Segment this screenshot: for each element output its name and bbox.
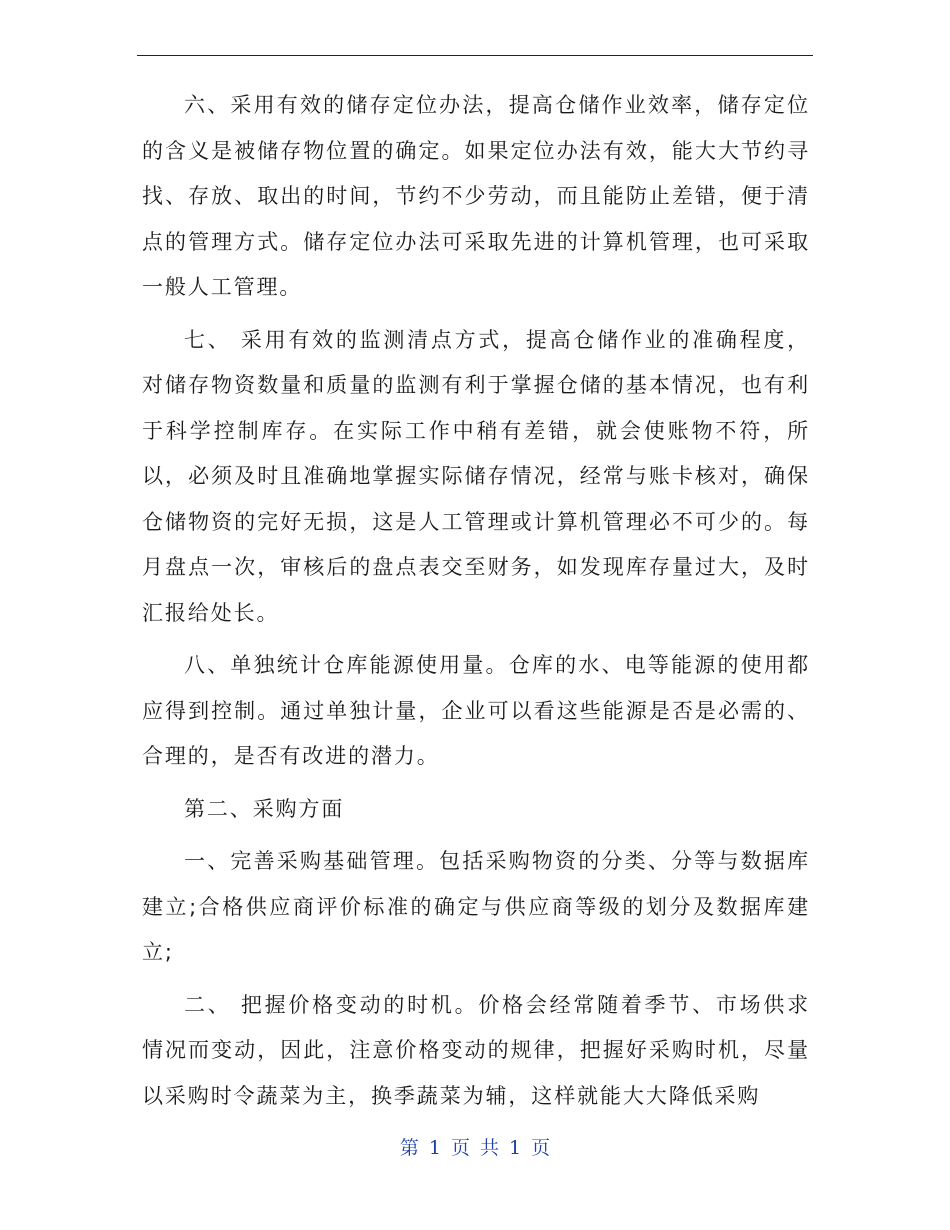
paragraph-price-timing: 二、 把握价格变动的时机。价格会经常随着季节、市场供求情况而变动，因此，注意价格变动的规律，把握好采购时机，尽量以采购时令蔬菜为主，换季蔬菜为辅，这样就能大大降低采购 [142,992,810,1108]
document-body [142,83,810,1126]
section-heading-procurement: 第二、采购方面 [184,796,345,821]
page-number-footer: 第 1 页 共 1 页 [399,1137,551,1159]
paragraph-procurement-basics: 一、完善采购基础管理。包括采购物资的分类、分等与数据库建立;合格供应商评价标准的确定与供应商等级的划分及数据库建立; [142,849,810,964]
paragraph-storage-location: 六、采用有效的储存定位办法，提高仓储作业效率，储存定位的含义是被储存物位置的确定。如果定位办法有效，能大大节约寻找、存放、取出的时间，节约不少劳动，而且能防止差错，便于清点的管理方式。储存定位办法可采取先进的计算机管理，也可采取一般人工管理。 [142,93,810,299]
paragraph-energy-usage: 八、单独统计仓库能源使用量。仓库的水、电等能源的使用都应得到控制。通过单独计量，企业可以看这些能源是否是必需的、合理的，是否有改进的潜力。 [142,653,810,768]
header-rule [137,55,813,56]
paragraph-inventory-monitoring: 七、 采用有效的监测清点方式，提高仓储作业的准确程度，对储存物资数量和质量的监测有利于掌握仓储的基本情况，也有利于科学控制库存。在实际工作中稍有差错，就会使账物不符，所以，必须及时且准确地掌握实际储存情况，经常与账卡核对，确保仓储物资的完好无损，这是人工管理或计算机管理必不可少的。每月盘点一次，审核后的盘点表交至财务，如发现库存量过大，及时汇报给处长。 [142,327,810,625]
